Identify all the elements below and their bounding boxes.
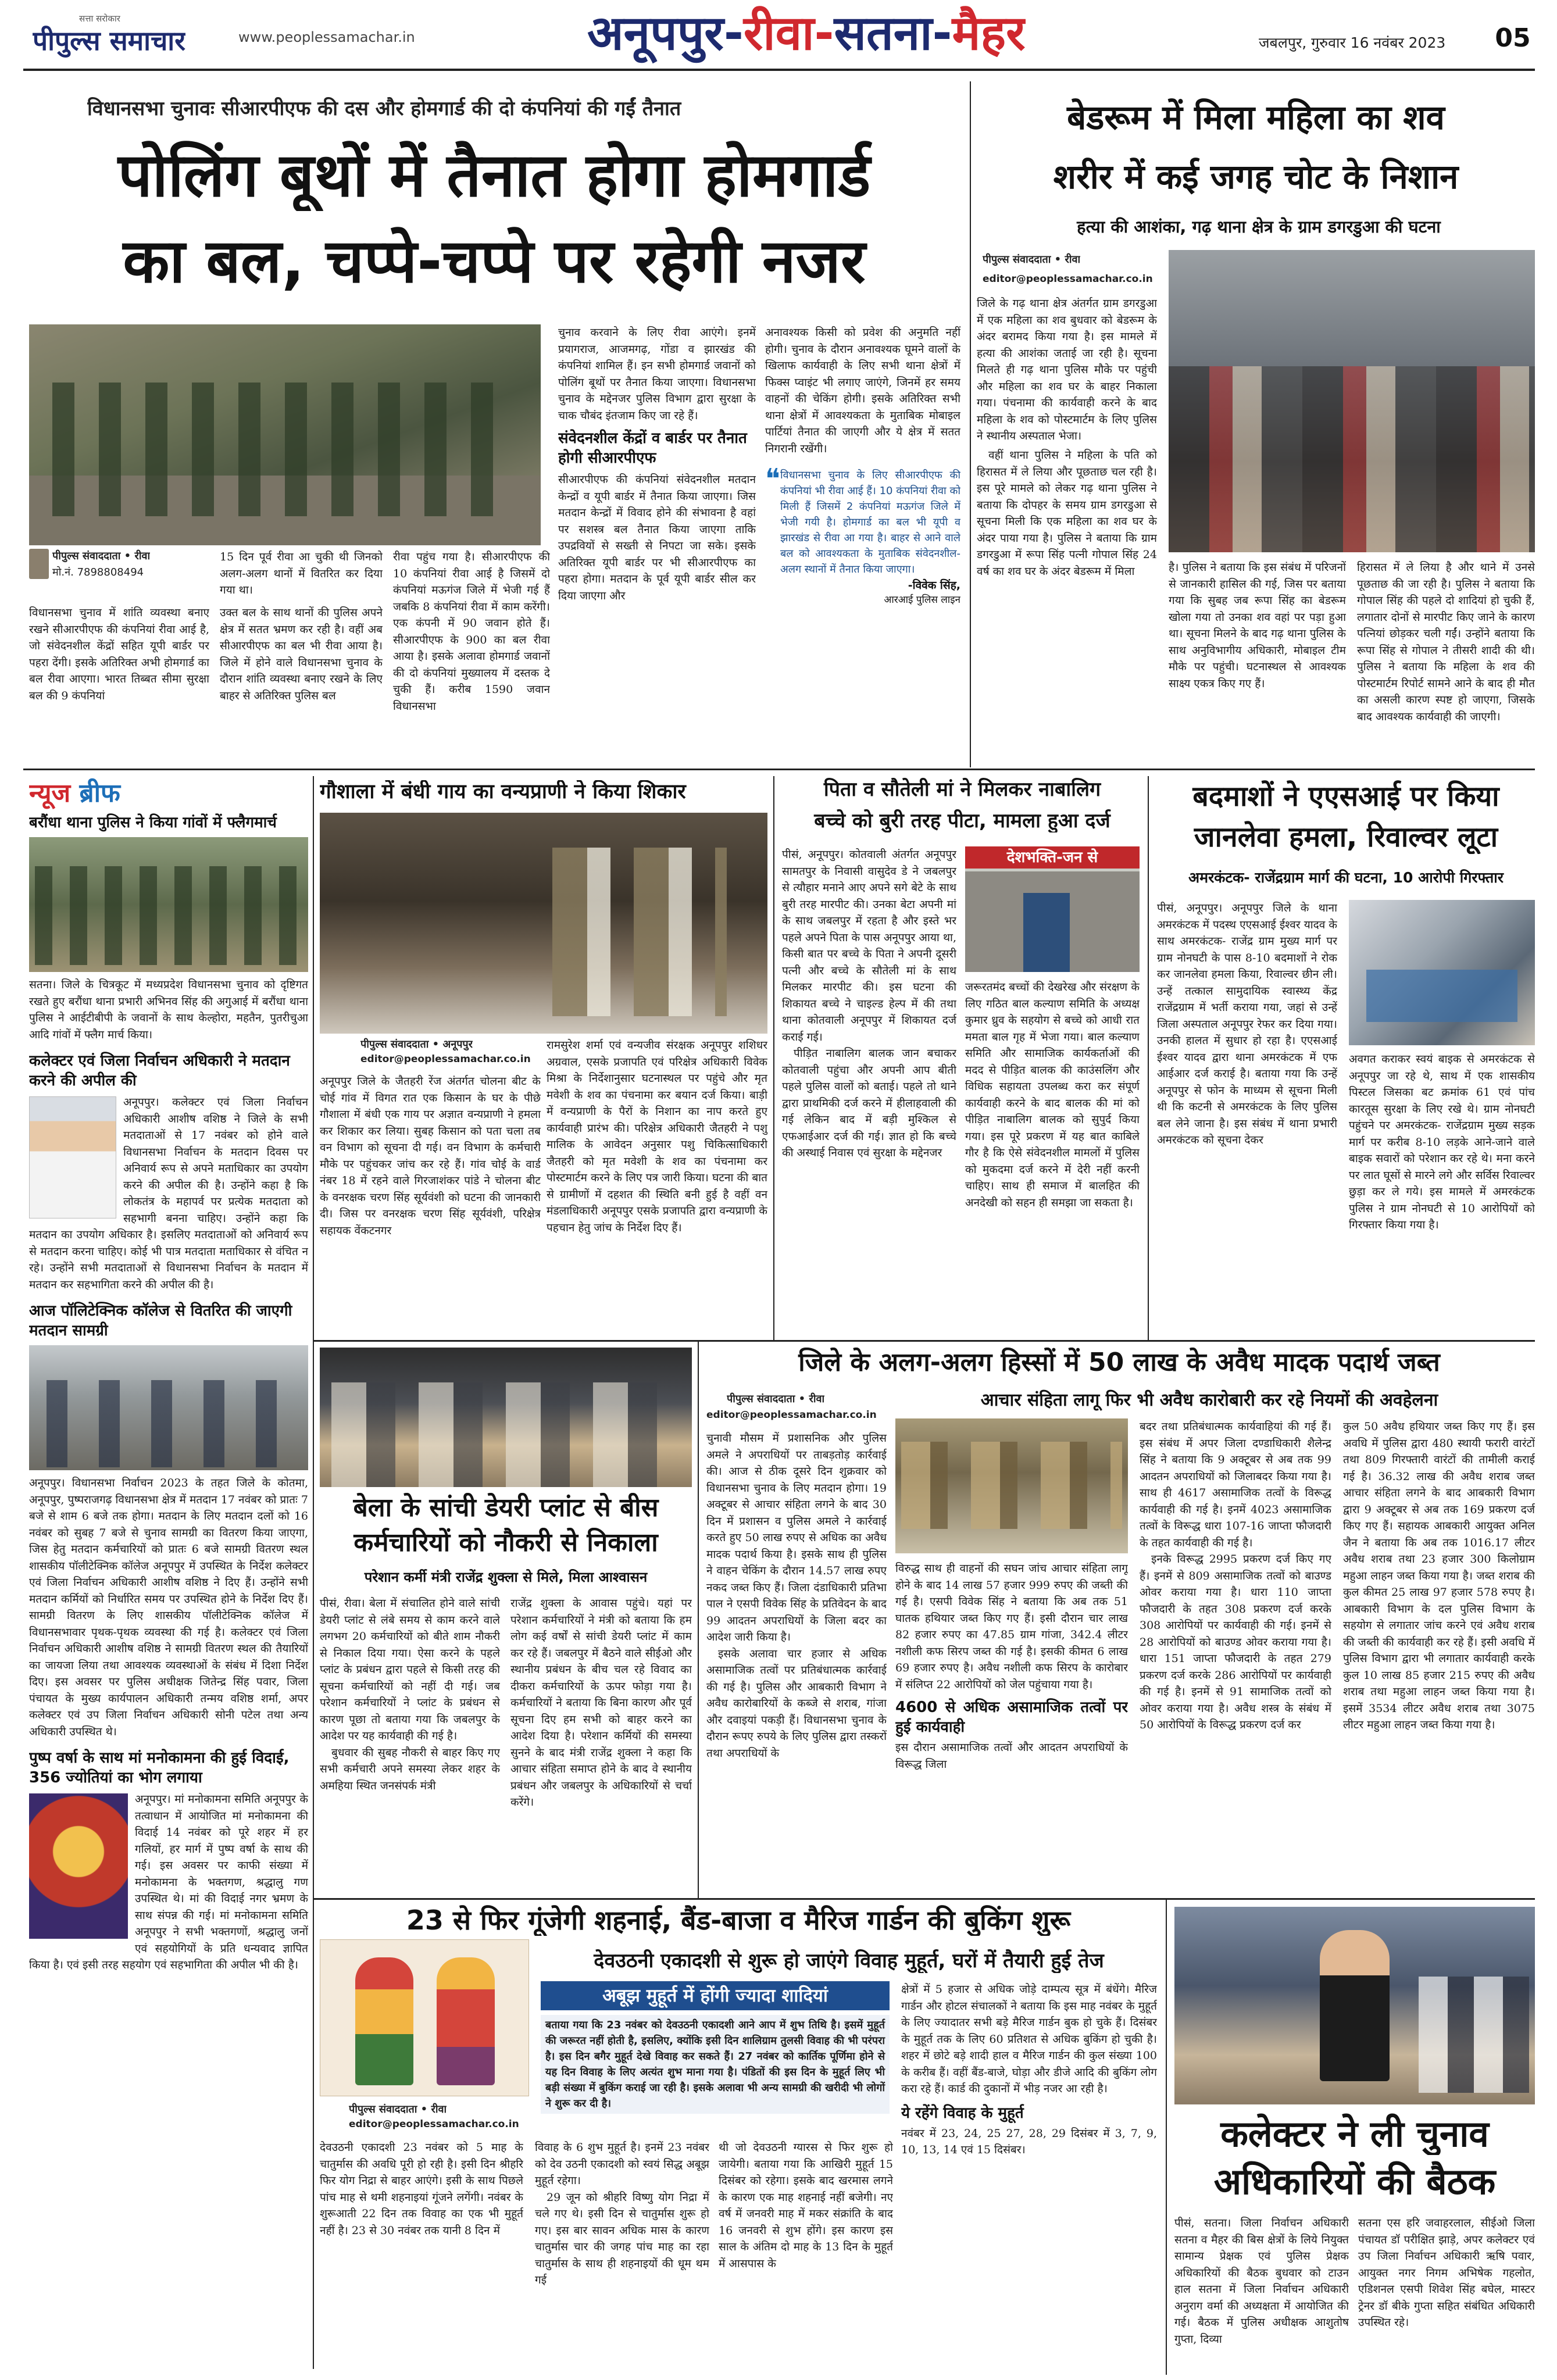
s7-byline: पीपुल्स संवाददाता • रीवा [727,1393,825,1405]
s8-col4 [901,1981,1157,2377]
s2-col2: है। पुलिस ने बताया कि इस संबंध में परिजनों से जानकारी हासिल की गई, जिस पर बताया गया कि सुबह जब रूपा सिंह का बेडरूम खोला गया तो उनका शव वहां पर पड़ा हुआ था। सूचना मिलने के बाद गढ़ थाना पुलिस के साथ अनुविभागीय अधिकारी, मोबाइल टीम मौके पर पहुंची। घटनास्थल से आवश्यक साक्ष्य एकत्र किए गए हैं। [1169,561,1346,690]
s6-headline-2: कर्मचारियों को नौकरी से निकाला [353,1528,658,1557]
s1-col5 [765,324,960,766]
s1-col4-text-b: सीआरपीएफ की कंपनियां संवेदनशील मतदान केन्द्रों व यूपी बार्डर में तैनात किया जाएगा। जिस मतदान केन्द्रों में विवाद होने की संभावना है वहां पर सशस्त्र बल तैनात किया जाएगा ताकि उपद्रवियों से सख्ती से निपटा जा सके। इसके अतिरिक्त यूपी बार्डर पर भी सीआरपीएफ का पहरा होगा। मतदान के पूर्व यूपी बार्डर सील कर दिया जाएगा और [558,473,756,602]
s2-col1: जिले के गढ़ थाना क्षेत्र अंतर्गत ग्राम डगरडुआ में एक महिला का शव बुधवार को बेडरूम के अंदर बरामद किया गया है। इस मामले में हत्या की आशंका जताई जा रही है। सूचना मिलते ही गढ़ थाना पुलिस मौके पर पहुंची और महिला का शव घर के बाहर निकाला गया। पंचनामा की कार्यवाही करने के बाद महिला के शव को पोस्टमार्टम के लिए पुलिस ने स्थानीय अस्पताल भेजा। [977,297,1157,442]
s9-col2: सतना एस हरि जवाहरलाल, सीईओ जिला पंचायत डॉ परीक्षित झाड़े, अपर कलेक्टर एवं उप जिला निर्वाचन अधिकारी ऋषि पवार, आयुक्त नगर निगम अभिषेक गहलोत, एडिशनल एसपी शिवेश सिंह बघेल, मास्टर ट्रेनर डॉ बीके गुप्ता सहित संबंधित अधिकारी उपस्थित रहे। [1358,2217,1535,2329]
s7-col1b-text: इसके अलावा चार हजार से अधिक असामाजिक तत्वों पर प्रतिबंधात्मक कार्रवाई की गई है। पुलिस और आबकारी विभाग ने अवैध कारोबारियों के कब्जे से शराब, गांजा और दवाइयां पकड़ी हैं। विधानसभा चुनाव के दौरान रूपए रुपये के लिए पुलिस द्वारा तस्करों तथा अपराधियों के [706,1647,887,1760]
s7-subhead: आचार संहिता लागू फिर भी अवैध कारोबारी कर रहे नियमों की अवहेलना [980,1390,1438,1410]
s5-col1: पीसं, अनूपपुर। अनूपपुर जिले के थाना अमरकंटक में पदस्थ एएसआई ईश्वर यादव के साथ अमरकंटक- राजेंद्र ग्राम मुख्य मार्ग पर ग्राम नोनघटी के पास 8-10 बदमाशों ने रोक कर जानलेवा हमला किया, रिवाल्वर छीन ली। उन्हें तत्काल सामुदायिक स्वास्थ्य केंद्र राजेंद्रग्राम में भर्ती कराया गया, जहां से उन्हें जिला अस्पताल अनूपपुर रेफर कर दिया गया। उनकी हालत में सुधार हो रहा है। एएसआई ईश्वर यादव द्वारा थाना अमरकंटक में एफ आईआर दर्ज कराई है। बताया गया कि उन्हें अनूपपुर से फोन के माध्यम से सूचना मिली थी कि कटनी से अमरकंटक के लिए पुलिस बल लेने जाना है। इस संबंध में थाना प्रभारी अमरकंटक को सूचना देकर [1157,902,1337,1146]
s7-email: editor@peoplessamachar.co.in [706,1409,877,1421]
website: www.peoplessamachar.in [238,29,415,45]
s3-divider [773,776,774,1340]
s8-art-bride [437,1957,495,2085]
s1-quote: विधानसभा चुनाव के लिए सीआरपीएफ की कंपनियां भी रीवा आई हैं। 10 कंपनियां रीवा को मिली हैं जिसमें 2 कंपनियां मऊगंज जिले में भेजी गयी है। होमगार्ड का बल भी यूपी व झारखंड से रीवा आ गया है। बाहर से आने वाले बल को आवश्यकता के मुताबिक संवेदनशील-अलग स्थानों में तैनात किया जाएगा। [780,469,960,576]
rule-middle [313,1340,1535,1342]
s7-photo-seizure [895,1418,1128,1553]
s4-col2: जरूरतमंद बच्चों की देखरेख और संरक्षण के लिए गठित बाल कल्याण समिति के अध्यक्ष कुमार ध्रुव के सहयोग से बच्चे को आधी रात ममता बाल गृह में भेजा गया। बाल कल्याण समिति और सामाजिक कार्यकर्ताओं की मदद से पीड़ित बालक की काउंसलिंग और विधिक सहायता उपलब्ध करा कर संपूर्ण कार्यवाही करने के बाद बालक की मां को पीड़ित नाबालिग बालक को सुपुर्द किया गया। इस पूरे प्रकरण में यह बात काबिले गौर है कि ऐसे संवेदनशील मामलों में पुलिस को मुकदमा दर्ज करने में देरी नहीं करनी चाहिए। साथ ही समाज में बालहित की अनदेखी को सहन ही समझा जा सकता है। [965,981,1140,1209]
s6-subhead: परेशान कर्मी मंत्री राजेंद्र शुक्ला से मिले, मिला आश्वासन [364,1569,648,1585]
rule-top-sections [23,769,1535,770]
s8-col4b-text: नवंबर में 23, 24, 25 27, 28, 29 दिसंबर में 3, 7, 9, 10, 13, 14 एवं 15 दिसंबर। [901,2127,1157,2156]
quote-icon: ❝ [765,467,780,491]
s8-subhead-2: ये रहेंगे विवाह के मुहूर्त [901,2104,1024,2122]
s6-photo-people [331,1382,680,1487]
s1-headline-1: पोलिंग बूथों में तैनात होगा होमगार्ड [117,140,871,210]
s8-col2 [535,2139,709,2372]
masthead [0,0,1557,69]
brief2-text: अनूपपुर। कलेक्टर एवं जिला निर्वाचन अधिकारी आशीष वशिष्ठ ने जिले के सभी मतदाताओं से 17 नवंबर को होने वाले विधानसभा निर्वाचन के मतदान दिवस पर अनिवार्य रूप से अपने मताधिकार का उपयोग करने की अपील की है। उन्होंने कहा है कि लोकतंत्र के महापर्व पर प्रत्येक मतदाता को सहभागी बनना चाहिए। उन्होंने कहा कि मतदान का उपयोग अधिकार है। इसलिए मतदाताओं को अनिवार्य रूप से मतदान करना चाहिए। कोई भी पात्र मतदाता मताधिकार से वंचित न रहे। उन्होंने सभी मतदाताओं से विधानसभा निर्वाचन के मतदान में मतदान कर सहभागिता करने की अपील की है। [29,1096,308,1291]
title-satna: सतना- [834,6,952,61]
s7-headline: जिले के अलग-अलग हिस्सों में 50 लाख के अवैध मादक पदार्थ जब्त [798,1348,1440,1377]
brief3-photo [29,1345,308,1470]
s1-headline-2: का बल, चप्पे-चप्पे पर रहेगी नजर [123,226,866,296]
top-col-divider [970,81,971,767]
s9-photo-officials [1419,1977,1529,2093]
logo-text: पीपुल्स समाचार [33,25,186,56]
s1-col1: विधानसभा चुनाव में शांति व्यवस्था बनाए रखने सीआरपीएफ की कंपनियां रीवा आई है, जो संवेदनशील केंद्रों सहित यूपी बार्डर पर पहरा देंगी। इसके अतिरिक्त अभी होमगार्ड का बल रीवा आएगा। भारत तिब्बत सीमा सुरक्षा बल की 9 कंपनियां [29,606,209,702]
news-brief-column [29,778,308,2371]
s4-headline-1: पिता व सौतेली मां ने मिलकर नाबालिग [823,778,1101,801]
s5-headline-1: बदमाशों ने एएसआई पर किया [1192,780,1499,813]
page-number: 05 [1495,23,1531,53]
brief1-photo [29,837,308,972]
s6-col1 [320,1595,500,1897]
s4-col1-text: पीसं, अनूपपुर। कोतवाली अंतर्गत अनूपपुर सामतपुर के निवासी वासुदेव डे ने जबलपुर से त्यौहार मनाने आए अपने सगे बेटे के साथ बुरी तरह मारपीट की। उनका बेटा अपनी मां के साथ जबलपुर में रहता है और इस्ते भर पहले अपने पिता के पास अनूपपुर आया था, किसी बात पर बच्चे के पिता ने अपनी दूसरी पत्नी और बच्चे के सौतेली मां के साथ मिलकर मारपीट की। इस घटना की शिकायत बच्चे ने चाइल्ड हेल्प में की तथा थाना कोतवाली अनूपपुर में शिकायत दर्ज कराई गई। [782,848,956,1044]
s2-subhead: हत्या की आशंका, गढ़ थाना क्षेत्र के ग्राम डगरडुआ की घटना [1077,217,1441,237]
s6-col2: राजेंद्र शुक्ला के आवास पहुंचे। यहां पर परेशान कर्मचारियों ने मंत्री को बताया कि हम लोग कई वर्षों से सांची डेयरी प्लांट में काम कर रहे हैं। जबलपुर में बैठने वाले सीईओ और स्थानीय प्रबंधन के बीच चल रहे विवाद का दीकरा कर्मचारियों के ऊपर फोड़ा गया है। कर्मचारियों ने बताया कि बिना कारण और पूर्व सूचना दिए हम सभी को बाहर करने का आदेश दिया है। परेशान कर्मियों की समस्या सुनने के बाद मंत्री राजेंद्र शुक्ला ने कहा कि आचार संहिता समाप्त होने के बाद वे स्थानीय प्रबंधन और जबलपुर के अधिकारियों से चर्चा करेंगे। [510,1597,692,1809]
logo [33,13,242,59]
s8-photo-wedding-art [320,1939,529,2096]
s1-col1-top: 15 दिन पूर्व रीवा आ चुकी थी जिनको अलग-अलग थानों में वितरित कर दिया गया था। [220,551,383,596]
s9-headline-2: अधिकारियों की बैठक [1213,2160,1496,2203]
s1-col2: उक्त बल के साथ थानों की पुलिस अपने क्षेत्र में सतत भ्रमण कर रही है। वहीं अब सीआरपीएफ का बल भी रीवा आया है। जिले में होने वाले विधानसभा चुनाव के दौरान शांति व्यवस्था बनाए रखने के लिए बाहर से अतिरिक्त पुलिस बल [220,606,383,702]
s1-quote-by: -विवेक सिंह, [908,579,960,592]
header-rule [23,69,1535,71]
s9-photo-meeting [1174,1907,1535,2104]
s2-headline-1: बेडरूम में मिला महिला का शव [1067,98,1445,137]
s3-col2: रामसुरेश शर्मा एवं वन्यजीव संरक्षक अनूपपुर शशिधर अग्रवाल, एसके प्रजापति एवं परिक्षेत्र अधिकारी विवेक मिश्रा के निर्देशानुसार घटनास्थल पर पहुंचे और मृत मवेशी के शव का पंचनामा कर बयान दर्ज किया। बाड़ी में वन्यप्राणी के पैरों के निशान का नाप करते हुए कार्यवाही प्रारंभ की। परिक्षेत्र अधिकारी जैतहरी ने पशु मालिक के आवेदन अनुसार पशु चिकित्साधिकारी जैतहरी को मृत मवेशी के शव का पंचनामा कर पोस्टमार्टम करने के लिए पत्र जारी किया। घटना की बात से ग्रामीणों में दहशत की स्थिति बनी हुई है वहीं वन मंडलाधिकारी अनूपपुर एसके प्रजापति द्वारा वन्यप्राणी के पहचान हेतु जांच के निर्देश दिए हैं। [547,1039,767,1234]
brief2-body [29,1094,308,1293]
s3-email: editor@peoplessamachar.co.in [360,1053,531,1065]
s2-photo-people [1169,366,1535,552]
s6-divider [698,1340,699,1898]
s6-col1b-text: बुधवार की सुबह नौकरी से बाहर किए गए सभी कर्मचारी अपने समस्या लेकर शहर के अमहिया स्थित जनसंपर्क मंत्री [320,1746,500,1792]
brief-divider [313,776,314,2369]
s5-photo-bed [1366,970,1517,1022]
brief3-text: अनूपपुर। विधानसभा निर्वाचन 2023 के तहत जिले के कोतमा, अनूपपुर, पुष्पराजगढ़ विधानसभा क्षेत्र में मतदान 17 नवंबर को प्रातः 7 बजे से शाम 6 बजे तक होगा। मतदान के लिए मतदान दलों को 16 नवंबर को सुबह 7 बजे से चुनाव सामग्री का वितरण किया जाएगा, जिस हेतु मतदान कर्मचारियों को प्रातः 6 बजे सामग्री वितरण स्थल शासकीय पॉलीटेक्निक कॉलेज अनूपपुर में उपस्थित के निर्देश कलेक्टर एवं जिला निर्वाचन अधिकारी आशीष वशिष्ठ ने दिए हैं। उन्होंने सभी मतदान कर्मियों को निर्धारित समय पर उपस्थित होने के निर्देश दिए हैं। सामग्री वितरण के लिए शासकीय पॉलीटेक्निक कॉलेज में विधानसभावार पृथक-पृथक व्यवस्था की गई है। कलेक्टर एवं जिला निर्वाचन अधिकारी आशीष वशिष्ठ ने सामग्री वितरण स्थल की तैयारियों का जायजा लिया तथा आवश्यक व्यवस्थाओं के संबंध में दिशा निर्देश दिए। इस अवसर पर पुलिस अधीक्षक जितेन्द्र सिंह पवार, जिला पंचायत के मुख्य कार्यपालन अधिकारी तन्मय वशिष्ठ शर्मा, अपर कलेक्टर एवं उप जिला निर्वाचन अधिकारी सोनी पटेल तथा अन्य अधिकारी उपस्थित थे। [29,1477,308,1738]
s5-col2: अवगत कराकर स्वयं बाइक से अमरकंटक से अनूपपुर जा रहे थे, साथ में एक शासकीय पिस्टल जिसका बट क्रमांक 61 एवं पांच कारतूस सुरक्षा के लिए रखे थे। ग्राम नोनघटी पहुंचने पर अमरकंटक- राजेंद्रग्राम मुख्य सड़क मार्ग पर करीब 8-10 लड़के आने-जाने वाले बाइक सवारों को परेशान कर रहे थे। मना करने पर लात घूसों से मारने लगे और सर्विस रिवाल्वर छुड़ा कर ले गये। इस मामले में अमरकंटक पुलिस ने ग्राम नोनघटी से 10 आरोपियों को गिरफ्तार किया गया है। [1349,1053,1535,1231]
s7-col3-text: बदर तथा प्रतिबंधात्मक कार्यवाहियां की गई हैं। इस संबंध में अपर जिला दण्डाधिकारी शैलेन्द्र सिंह ने बताया कि 9 अक्टूबर से अब तक 99 आदतन अपराधियों को जिलाबदर किया गया है। साथ ही 4617 असामाजिक तत्वों के विरूद्ध कार्यवाही की गई है। इनमें 4023 असामाजिक तत्वों के विरूद्ध धारा 107-16 जाप्ता फौजदारी के तहत कार्यवाही की गई है। [1140,1420,1331,1549]
brief4-body [29,1791,308,1974]
brief1-headline: बरौंधा थाना पुलिस ने किया गांवों में फ्लैगमार्च [29,814,277,831]
s1-kicker: विधानसभा चुनावः सीआरपीएफ की दस और होमगार्ड की दो कंपनियां की गईं तैनात [87,97,681,120]
s1-photo-soldiers [52,383,517,516]
title-rewa: रीवा- [743,6,834,61]
title-maihar: मैहर [952,6,1026,61]
s5-subhead: अमरकंटक- राजेंद्रग्राम मार्ग की घटना, 10 आरोपी गिरफ्तार [1188,869,1504,886]
s8-band: अबूझ मुहूर्त में होंगी ज्यादा शादियां [541,1981,890,2010]
s8-divider [1166,1898,1167,2375]
s2-col1b: वहीं थाना पुलिस ने महिला के पति को हिरासत में ले लिया और पूछताछ चल रही है। इस पूरे मामले को लेकर गढ़ थाना पुलिस ने बताया कि दोपहर के समय ग्राम डगरडुआ से सूचना मिली कि एक महिला का शव घर के अंदर पाया गया है। पुलिस ने बताया कि ग्राम डगरडुआ में रूपा सिंह पत्नी गोपाल सिंह 24 वर्ष का शव घर के अंदर बेडरूम में मिला [977,449,1157,578]
s9-headline-1: कलेक्टर ने ली चुनाव [1220,2113,1489,2155]
s2-headline-2: शरीर में कई जगह चोट के निशान [1053,157,1459,196]
s1-col4 [558,324,756,766]
s4-headline-2: बच्चे को बुरी तरह पीटा, मामला हुआ दर्ज [814,809,1110,832]
s9-col1: पीसं, सतना। जिला निर्वाचन अधिकारी सतना व मैहर की बिस क्षेत्रों के लिये नियुक्त सामान्य प्रेक्षक एवं पुलिस प्रेक्षक अधिकारियों की बैठक बुधवार को टाउन हाल सतना में जिला निर्वाचन अधिकारी अनुराग वर्मा की अध्यक्षता में आयोजित की गई। बैठक में पुलिस अधीक्षक आशुतोष गुप्ता, दिव्या [1174,2217,1349,2346]
logo-tagline: सत्ता सरोकार [79,13,120,24]
dateline: जबलपुर, गुरुवार 16 नवंबर 2023 [1259,34,1446,51]
news-brief-label-b: ब्रीफ [79,778,120,808]
s7-col1-text: चुनावी मौसम में प्रशासनिक और पुलिस अमले ने अपराधियों पर ताबड़तोड़ कार्रवाई की। आज से ठीक दूसरे दिन शुक्रवार को विधानसभा चुनाव के लिए मतदान होगा। 19 अक्टूबर से आचार संहिता लगने के बाद 30 दिन में प्रशासन व पुलिस अमले ने कार्रवाई करते हुए 50 लाख रुपए से अधिक का अवैध मादक पदार्थ किया है। इसके साथ ही पुलिस ने वाहन चेकिंग के दौरान 14.57 लाख रुपए नकद जब्त किए हैं। जिला दंडाधिकारी प्रतिभा पाल ने एसपी विवेक सिंह के प्रतिवेदन के बाद 99 आदतन अपराधियों के जिला बदर का आदेश जारी किया है। [706,1432,887,1643]
s1-col4-text-a: चुनाव करवाने के लिए रीवा आएंगे। इनमें प्रयागराज, आजमगढ़, गोंडा व झारखंड की कंपनियां शामिल हैं। इन सभी होमगार्ड जवानों को पोलिंग बूथों पर तैनात किया जाएगा। विधानसभा चुनाव के मद्देनजर पुलिस विभाग द्वारा सुरक्षा के चाक चौबंद इंतजाम किए जा रहे हैं। [558,326,756,422]
brief2-photo-collector [29,1096,116,1218]
brief1-photo-soldiers [35,866,302,965]
s4-photo-door [1023,893,1070,972]
s8-email: editor@peoplessamachar.co.in [349,2118,519,2130]
title-anuppur: अनूपपुर- [587,6,744,61]
s8-subhead: देवउठनी एकादशी से शुरू हो जाएंगे विवाह मुहूर्त, घरों में तैयारी हुई तेज [594,1949,1104,1972]
s1-col3: रीवा पहुंच गया है। सीआरपीएफ की 10 कंपनियां रीवा आई है जिसमें दो कंपनियां मऊगंज जिले में भेजी गई हैं जबकि 8 कंपनियां रीवा में काम करेंगी। एक कंपनी में 90 जवान होते हैं। सीआरपीएफ के 900 का बल रीवा आया है। इसके अलावा होमगार्ड जवानों की दो कंपनियां मुख्यालय में दस्तक दे चुकी हैं। करीब 1590 जवान विधानसभा [393,551,550,713]
s7-subhead-2: 4600 से अधिक असामाजिक तत्वों पर हुई कार्यवाही [895,1699,1128,1736]
s1-photo-crpf-march [29,324,541,545]
s2-email: editor@peoplessamachar.co.in [983,273,1153,285]
s1-col5-text: अनावश्यक किसी को प्रवेश की अनुमति नहीं होगी। चुनाव के दौरान अनावश्यक घूमने वालों के खिलाफ कार्यवाही के लिए सभी थाना क्षेत्रों में फिक्स प्वाइंट भी लगाए जाएंगे, जिनमें हर समय वाहनों की चेकिंग होगी। इसके अतिरिक्त सभी थाना क्षेत्रों में आवश्यकता के मुताबिक मोबाइल पार्टियां तैनात की जाएगी और ये क्षेत्र में सतत निगरानी रखेंगी। [765,326,960,455]
s2-photo-crowd [1169,250,1535,552]
s8-byline: पीपुल्स संवाददाता • रीवा [349,2103,447,2115]
s4-col1b-text: पीड़ित नाबालिग बालक जान बचाकर कोतवाली पहुंचा और अपनी आप बीती पहले पुलिस वालों को बताई। पहले तो थाने द्वारा प्राथमिकी दर्ज करने में हीलाहवाली की गई लेकिन बाद में बड़ी मुश्किल से एफआईआर दर्ज की गई। ज्ञात हो कि बच्चे की अस्थाई निवास एवं सुरक्षा के मद्देनजर [782,1047,956,1159]
brief4-photo-goddess [29,1793,128,1939]
s8-col1: देवउठनी एकादशी 23 नवंबर को 5 माह के चातुर्मास की अवधि पूरी हो रही है। इसी दिन श्रीहरि फिर योग निद्रा से बाहर आएंगे। इसी के साथ पिछले पांच माह से थमी शहनाइयां गूंजने लगेंगी। नवंबर के शुरूआती 22 दिन तक विवाह का एक भी मुहूर्त नहीं है। 23 से 30 नवंबर तक यानी 8 दिन में [320,2141,523,2237]
s6-photo-meeting [320,1348,692,1487]
s4-col1 [782,846,956,1335]
s1-quote-box [765,467,960,606]
s7-col4: कुल 50 अवैध हथियार जब्त किए गए हैं। इस अवधि में पुलिस द्वारा 480 स्थायी फरारी वारंटों तथा 809 गिरफ्तारी वारंटों की तामीली कराई गई है। 36.32 लाख की अवैध शराब जब्त आचार संहिता लगने के बाद आबकारी विभाग द्वारा 9 अक्टूबर से अब तक 169 प्रकरण दर्ज किए गए हैं। सहायक आबकारी आयुक्त अनिल जैन ने बताया कि अब तक 1016.17 लीटर अवैध शराब तथा 23 हजार 300 किलोग्राम महुआ लाहन जब्त किया गया है। जब्त शराब की कुल कीमत 25 लाख 97 हजार 578 रुपए है। आबकारी विभाग के दल पुलिस विभाग के सहयोग से लगातार जांच करने एवं अवैध शराब की जब्ती की कार्यवाही कर रहे हैं। इसी अवधि में पुलिस विभाग द्वारा भी लगातार कार्यवाही करके कुल 10 लाख 85 हजार 215 रुपए की अवैध शराब तथा महुआ लाहन जब्त किया गया है। इसमें 3534 लीटर अवैध शराब तथा 3075 लीटर महुआ लाहन जब्त किया गया है। [1343,1420,1535,1731]
s2-col3: हिरासत में ले लिया है और थाने में उनसे पूछताछ की जा रही है। पुलिस ने बताया कि गोपाल सिंह की पहले दो शादियां हो चुकी हैं, लगातार दोनों से मारपीट किए जाने के कारण पत्नियां छोड़कर चली गईं। उन्होंने बताया कि रूपा सिंह से गोपाल ने तीसरी शादी की थी। पुलिस ने बताया कि महिला के शव की पोस्टमार्टम रिपोर्ट सामने आने के बाद ही मौत का असली कारण स्पष्ट हो जाएगा, जिसके बाद आवश्यक कार्यवाही की जाएगी। [1357,561,1535,723]
s6-col1-text: पीसं, रीवा। बेला में संचालित होने वाले सांची डेयरी प्लांट से लंबे समय से काम करने वाले लगभग 20 कर्मचारियों को बीते शाम नौकरी से निकाल दिया गया। ऐसा करने के पहले प्लांट के प्रबंधन द्वारा पहले से किसी तरह की सूचना कर्मचारियों को नहीं दी गई। जब परेशान कर्मचारियों ने प्लांट के प्रबंधन से कारण पूछा तो बताया गया कि जबलपुर के आदेश पर यह कार्यवाही की गई है। [320,1597,500,1742]
s3-photo-officers [552,848,727,1016]
s8-intro: बताया गया कि 23 नवंबर को देवउठनी एकादशी आने आप में शुभ तिथि है। इसमें मुहूर्त की जरूरत नहीं होती है, इसलिए, क्योंकि इसी दिन शालिग्राम तुलसी विवाह की भी परंपरा है। इस दिन बगैर मुहूर्त देखे विवाह कर सकते हैं। 27 नवंबर को कार्तिक पूर्णिमा होने से यह दिन विवाह के लिए अत्यंत शुभ माना गया है। पंडितों की इस दिन के मुहूर्त लिए भी बड़ी संख्या में बुकिंग कराई जा रही है। इसके अलावा भी अन्य सामग्री की खरीदी भी लोगों ने शुरू कर दी है। [541,2015,890,2114]
s7-col2b-text: इस दौरान असामाजिक तत्वों और आदतन अपराधियों के विरूद्ध जिला [895,1741,1128,1771]
brief4-headline: पुष्प वर्षा के साथ मां मनोकामना की हुई विदाई, 356 ज्योतियां का भोग लगाया [29,1749,290,1786]
s4-photo-signboard: देशभक्ति-जन से [965,846,1140,869]
news-brief-label-a: न्यूज [29,778,80,808]
s1-quote-role: आरआई पुलिस लाइन [884,594,960,606]
news-brief-label [29,778,308,809]
s7-col2 [895,1560,1128,1903]
brief3-headline: आज पॉलिटेक्निक कॉलेज से वितरित की जाएगी मतदान सामग्री [29,1302,292,1339]
s2-byline: पीपुल्स संवाददाता • रीवा [983,253,1081,266]
s4-photo-police-station [965,846,1140,972]
s5-photo-hospital [1349,900,1535,1045]
s5-headline-2: जानलेवा हमला, रिवाल्वर लूटा [1194,821,1498,853]
s7-col3 [1140,1418,1331,1907]
brief4-text: अनूपपुर। मां मनोकामना समिति अनूपपुर के तत्वाधान में आयोजित मां मनोकामना की विदाई 14 नवंबर को पूरे शहर में हर गलियों, हर मार्ग में पुष्प वर्षा के साथ की गई। इस अवसर पर काफी संख्या में मनोकामना के भक्तगण, श्रद्धालु गण उपस्थित थे। मां की विदाई नगर भ्रमण के साथ संपन्न की गई। मां मनोकामना समिति अनूपपुर ने सभी भक्तगणों, श्रद्धालु जनों एवं सहयोगियों के प्रति धन्यवाद ज्ञापित किया है। एवं इसी तरह सहयोग एवं सहभागिता की अपील भी की है। [29,1793,308,1971]
brief3-photo-people [47,1380,291,1467]
brief2-headline: कलेक्टर एवं जिला निर्वाचन अधिकारी ने मतदान करने की अपील की [29,1052,290,1089]
s4-divider [1148,776,1149,1340]
rule-lower [313,1898,1535,1900]
s1-byline: पीपुल्स संवाददाता • रीवा [52,550,151,562]
s9-photo-speaker [1320,1930,1390,2081]
s1-reporter-photo [29,549,49,579]
s3-byline: पीपुल्स संवाददाता • अनूपपुर [360,1038,473,1050]
s8-art-groom [355,1957,413,2085]
s1-mobile: मो.नं. 7898808494 [52,566,144,578]
s8-col4-text: क्षेत्रों में 5 हजार से अधिक जोड़े दाम्पत्य सूत्र में बंधेंगे। मैरिज गार्डन और होटल संचालकों ने बताया कि इस माह नवंबर के मुहूर्त के लिए ज्यादातर सभी बड़े मैरिज गार्डन बुक हो चुके हैं। दिसंबर के मुहूर्त तक के लिए 60 प्रतिशत से अधिक बुकिंग हो चुकी है। शहर में छोटे बड़े शादी हाल व मैरिज गार्डन की कुल संख्या 100 के करीब हैं। वहीं बैंड-बाजे, घोड़ा और डीजे आदि की बुकिंग लोग करा रहे हैं। कार्ड की दुकानों में भीड़ नजर आ रही है। [901,1983,1157,2095]
s7-col2-text: विरुद्ध साथ ही वाहनों की सघन जांच आचार संहिता लागू होने के बाद 14 लाख 57 हजार 999 रुपए की जब्ती की गई है। एसपी विवेक सिंह ने बताया कि अब तक 51 घातक हथियार जब्त किए गए हैं। इसी दौरान चार लाख 82 हजार रुपए का 47.85 ग्राम गांजा, 342.4 लीटर नशीली कफ सिरप जब्त की गई है। इसकी कीमत 6 लाख 69 हजार रुपए है। अवैध नशीली कफ सिरप के कारोबार में संलिप्त 22 आरोपियों को जेल पहुंचाया गया है। [895,1562,1128,1691]
s7-col3b-text: इनके विरूद्ध 2995 प्रकरण दर्ज किए गए हैं। इनमें से 809 असामाजिक तत्वों को बाउण्ड ओवर कराया गया है। धारा 110 जाप्ता फौजदारी के तहत 308 प्रकरण दर्ज करके 308 आरोपियों पर कार्यवाही की गई। इनमें से 28 आरोपियों को बाउण्ड ओवर कराया गया है। धारा 151 जाप्ता फौजदारी के तहत 279 प्रकरण दर्ज करके 286 आरोपियों पर कार्यवाही की गई है। इनमें से 91 सामाजिक तत्वों को ओवर कराया गया है। अवैध शस्त्र के संबंध में 50 आरोपियों के विरूद्ध प्रकरण दर्ज कर [1140,1553,1331,1731]
s3-photo-cowshed [320,813,767,1034]
s8-col2b-text: 29 जून को श्रीहरि विष्णु योग निद्रा में चले गए थे। इसी दिन से चातुर्मास शुरू हो गए। इस बार सावन अधिक मास के कारण चातुर्मास चार की जगह पांच माह का रहा चातुर्मास के साथ ही शहनाइयों की धूम थम गई [535,2190,709,2286]
section-title [587,6,1026,64]
s6-headline-1: बेला के सांची डेयरी प्लांट से बीस [353,1493,659,1523]
s1-subhead: संवेदनशील केंद्रों व बार्डर पर तैनात होगी सीआरपीएफ [558,430,747,467]
brief1-text: सतना। जिले के चित्रकूट में मध्यप्रदेश विधानसभा चुनाव को दृष्टिगत रखते हुए बरौंधा थाना प्रभारी अभिनव सिंह की अगुआई में बरौंधा थाना पुलिस ने आईटीबीपी के जवानों के साथ केल्होरा, महतैन, पुतरीचुआ आदि गांवों में फ्लैग मार्च किया। [29,978,308,1041]
s8-col2-text: विवाह के 6 शुभ मुहूर्त है। इनमें 23 नवंबर को देव उठनी एकादशी को स्वयं सिद्ध अबूझ मुहूर्त रहेगा। [535,2141,709,2187]
s7-col1 [706,1430,887,1907]
s3-headline: गौशाला में बंधी गाय का वन्यप्राणी ने किया शिकार [320,780,686,803]
s8-headline: 23 से फिर गूंजेगी शहनाई, बैंड-बाजा व मैरिज गार्डन की बुकिंग शुरू [406,1904,1071,1936]
s8-col3: थी जो देवउठनी ग्यारस से फिर शुरू हो जायेगी। बताया गया कि आखिरी मुहूर्त 15 दिसंबर को रहेगा। इसके बाद खरमास लगने के कारण एक माह शहनाई नहीं बजेगी। नए वर्ष में जनवरी माह में मकर संक्रांति के बाद 16 जनवरी से शुभ होंगे। इस कारण इस साल के अंतिम दो माह के 13 दिन के मुहूर्त में आसपास के [719,2141,893,2270]
s7-photo-officers [901,1442,1122,1529]
s3-col1: अनूपपुर जिले के जैतहरी रेंज अंतर्गत चोलना बीट के चोई गांव में विगत रात एक किसान के घर के पीछे गौशाला में बंधी एक गाय पर अज्ञात वन्यप्राणी ने हमला कर शिकार कर लिया। सुबह किसान को पता चला तब वन विभाग को सूचना दी गई। वन विभाग के कर्मचारी मौके पर पहुंचकर जांच कर रहे हैं। गांव चोई के वार्ड नंबर 18 में रहने वाले गिरजाशंकर पांडे ने चोलना बीट के वनरक्षक चरण सिंह सूर्यवंशी को घटना की जानकारी दी। जिस पर वनरक्षक चरण सिंह सूर्यवंशी, परिक्षेत्र सहायक वेंकटनगर [320,1075,541,1237]
